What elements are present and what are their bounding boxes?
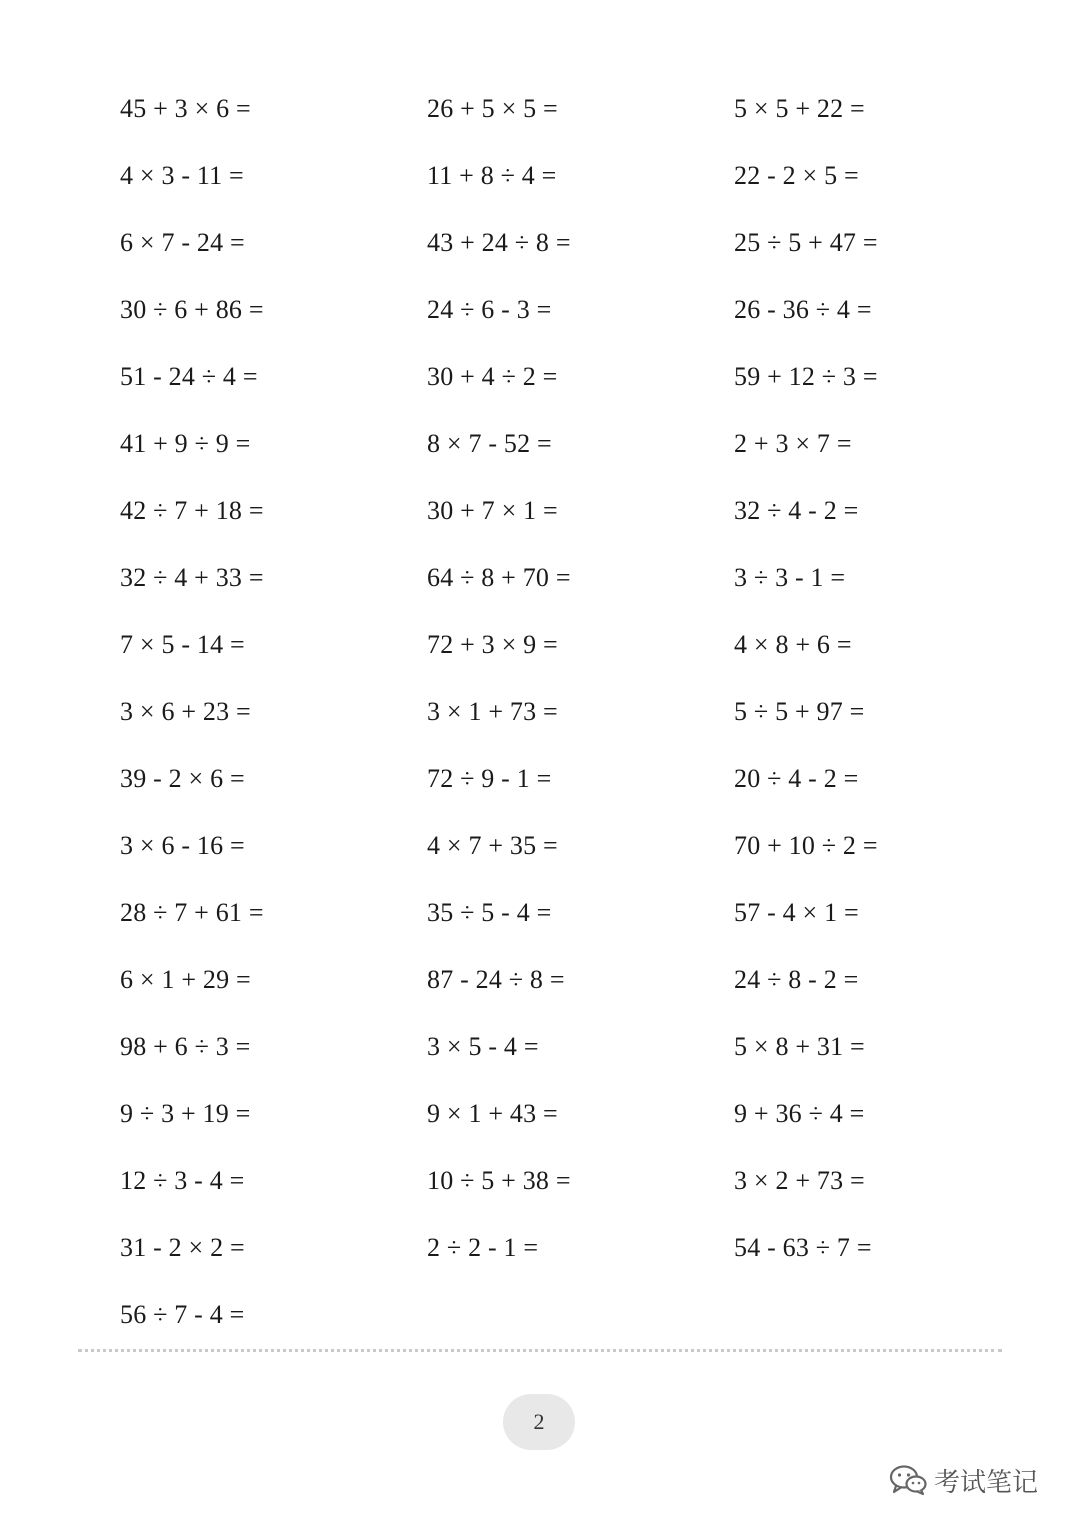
problem-item: 9 × 1 + 43 = [427, 1099, 558, 1128]
problem-item: 4 × 7 + 35 = [427, 831, 558, 860]
problem-item: 70 + 10 ÷ 2 = [734, 831, 878, 860]
watermark [888, 1460, 1038, 1500]
problem-item: 24 ÷ 8 - 2 = [734, 965, 859, 994]
problem-item: 6 × 1 + 29 = [120, 965, 251, 994]
problem-item: 11 + 8 ÷ 4 = [427, 161, 557, 190]
problem-item: 45 + 3 × 6 = [120, 94, 251, 123]
problem-item: 59 + 12 ÷ 3 = [734, 362, 878, 391]
problem-item: 30 ÷ 6 + 86 = [120, 295, 264, 324]
problem-item: 5 × 8 + 31 = [734, 1032, 865, 1061]
watermark-text: 考试笔记 [934, 1467, 1039, 1498]
problem-item: 3 × 6 + 23 = [120, 697, 251, 726]
problem-item: 5 × 5 + 22 = [734, 94, 865, 123]
problem-item: 32 ÷ 4 - 2 = [734, 496, 859, 525]
problem-item: 32 ÷ 4 + 33 = [120, 563, 264, 592]
dotted-divider [78, 1349, 1002, 1352]
problem-item: 42 ÷ 7 + 18 = [120, 496, 264, 525]
problem-item: 10 ÷ 5 + 38 = [427, 1166, 571, 1195]
problem-item: 57 - 4 × 1 = [734, 898, 859, 927]
problem-item: 51 - 24 ÷ 4 = [120, 362, 258, 391]
problem-item: 22 - 2 × 5 = [734, 161, 859, 190]
problem-item: 9 ÷ 3 + 19 = [120, 1099, 251, 1128]
problem-item: 41 + 9 ÷ 9 = [120, 429, 251, 458]
problem-item: 2 ÷ 2 - 1 = [427, 1233, 539, 1262]
problem-item: 6 × 7 - 24 = [120, 228, 245, 257]
problem-item: 3 × 2 + 73 = [734, 1166, 865, 1195]
problem-item: 25 ÷ 5 + 47 = [734, 228, 878, 257]
problem-item: 8 × 7 - 52 = [427, 429, 552, 458]
problem-item: 56 ÷ 7 - 4 = [120, 1300, 245, 1329]
problem-item: 4 × 8 + 6 = [734, 630, 852, 659]
problem-item: 43 + 24 ÷ 8 = [427, 228, 571, 257]
problem-item: 3 × 5 - 4 = [427, 1032, 539, 1061]
problem-item: 3 ÷ 3 - 1 = [734, 563, 846, 592]
problem-item: 26 - 36 ÷ 4 = [734, 295, 872, 324]
problem-item: 54 - 63 ÷ 7 = [734, 1233, 872, 1262]
page-number-badge [503, 1394, 575, 1450]
problem-item: 64 ÷ 8 + 70 = [427, 563, 571, 592]
problem-item: 72 ÷ 9 - 1 = [427, 764, 552, 793]
problem-item: 26 + 5 × 5 = [427, 94, 558, 123]
problem-item: 72 + 3 × 9 = [427, 630, 558, 659]
problem-item: 24 ÷ 6 - 3 = [427, 295, 552, 324]
problem-item: 87 - 24 ÷ 8 = [427, 965, 565, 994]
problem-item: 3 × 1 + 73 = [427, 697, 558, 726]
problem-item: 2 + 3 × 7 = [734, 429, 852, 458]
problem-item: 3 × 6 - 16 = [120, 831, 245, 860]
problem-item: 20 ÷ 4 - 2 = [734, 764, 859, 793]
problem-item: 12 ÷ 3 - 4 = [120, 1166, 245, 1195]
problem-item: 39 - 2 × 6 = [120, 764, 245, 793]
problem-item: 4 × 3 - 11 = [120, 161, 244, 190]
wechat-icon [888, 1463, 928, 1497]
problem-item: 9 + 36 ÷ 4 = [734, 1099, 865, 1128]
problem-item: 31 - 2 × 2 = [120, 1233, 245, 1262]
page-number: 2 [533, 1409, 545, 1434]
problem-item: 30 + 4 ÷ 2 = [427, 362, 558, 391]
problem-item: 30 + 7 × 1 = [427, 496, 558, 525]
problem-item: 7 × 5 - 14 = [120, 630, 245, 659]
problem-item: 35 ÷ 5 - 4 = [427, 898, 552, 927]
problem-item: 5 ÷ 5 + 97 = [734, 697, 865, 726]
problem-item: 98 + 6 ÷ 3 = [120, 1032, 251, 1061]
problem-item: 28 ÷ 7 + 61 = [120, 898, 264, 927]
